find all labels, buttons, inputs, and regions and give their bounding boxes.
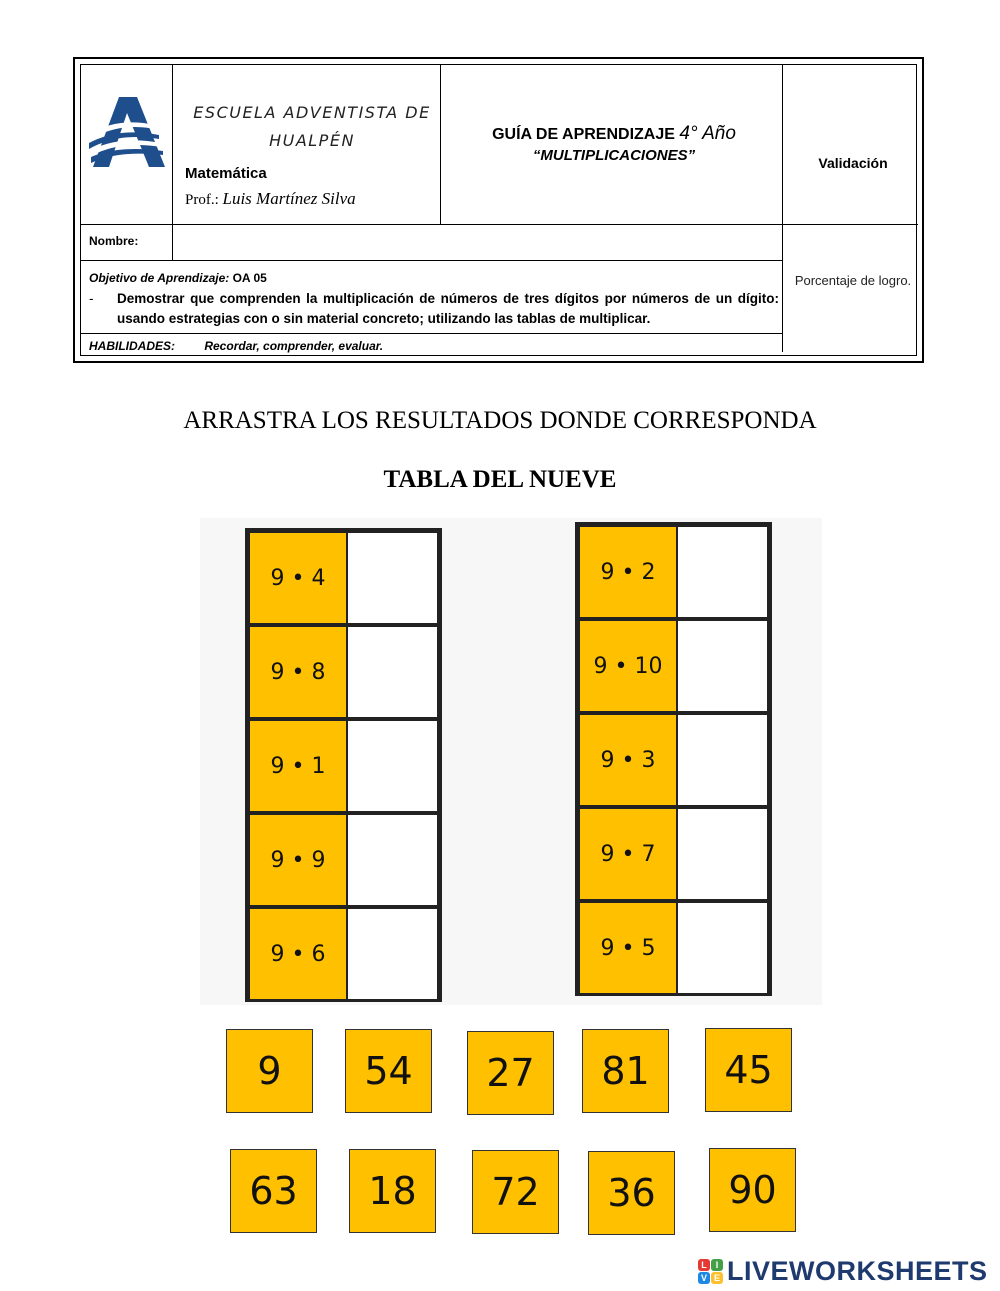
school-name-line2: HUALPÉN xyxy=(269,131,355,150)
objective-text: Demostrar que comprenden la multiplicación de números de tres dígitos por números de un dígito: usando estrategias con o sin material concreto; utilizando las tablas de multiplicar. xyxy=(117,291,779,326)
brand-mark-square: E xyxy=(711,1272,723,1284)
multiplication-prompt: 9 • 7 xyxy=(578,807,678,901)
grid-row xyxy=(578,901,769,995)
liveworksheets-brand xyxy=(698,1256,988,1287)
multiplication-prompt: 9 • 5 xyxy=(578,901,678,995)
grid-row xyxy=(578,713,769,807)
divider xyxy=(782,65,783,352)
validation-label: Validación xyxy=(818,155,888,171)
brand-mark-square: L xyxy=(698,1259,710,1271)
multiplication-prompt: 9 • 3 xyxy=(578,713,678,807)
grid-row xyxy=(248,813,439,907)
table-title: TABLA DEL NUEVE xyxy=(383,466,617,493)
answer-tile[interactable]: 81 xyxy=(582,1029,669,1113)
answer-drop-zone[interactable] xyxy=(678,525,769,619)
grid-row xyxy=(578,525,769,619)
answer-tile[interactable]: 72 xyxy=(472,1150,559,1234)
answer-drop-zone[interactable] xyxy=(348,907,439,1001)
guide-topic: “MULTIPLICACIONES” xyxy=(532,147,696,164)
divider xyxy=(81,333,782,334)
divider xyxy=(172,224,173,260)
answer-drop-zone[interactable] xyxy=(348,813,439,907)
answer-tile[interactable]: 90 xyxy=(709,1148,796,1232)
divider xyxy=(81,224,918,225)
grid-row xyxy=(248,907,439,1001)
teacher-label: Prof.: xyxy=(185,192,219,208)
answer-tile[interactable]: 27 xyxy=(467,1031,554,1115)
subject-label: Matemática xyxy=(185,165,267,182)
answer-drop-zone[interactable] xyxy=(348,625,439,719)
left-multiplication-grid xyxy=(245,528,442,1002)
guide-title xyxy=(443,123,785,164)
grid-row xyxy=(248,719,439,813)
guide-heading: GUÍA DE APRENDIZAJE xyxy=(492,126,675,143)
grid-row xyxy=(248,625,439,719)
answer-drop-zone[interactable] xyxy=(348,719,439,813)
multiplication-prompt: 9 • 10 xyxy=(578,619,678,713)
multiplication-prompt: 9 • 4 xyxy=(248,531,348,625)
brand-text: LIVEWORKSHEETS xyxy=(727,1256,988,1286)
learning-objective xyxy=(89,271,779,329)
answer-drop-zone[interactable] xyxy=(678,713,769,807)
objective-label: Objetivo de Aprendizaje: xyxy=(89,271,230,285)
divider xyxy=(172,65,173,224)
guide-grade: 4° Año xyxy=(679,123,736,144)
answer-tile[interactable]: 36 xyxy=(588,1151,675,1235)
school-name-line1: ESCUELA ADVENTISTA DE xyxy=(193,103,431,122)
achievement-percentage-label: Porcentaje de logro. xyxy=(794,273,912,288)
answer-tile[interactable]: 63 xyxy=(230,1149,317,1233)
school-logo-icon xyxy=(89,95,169,175)
brand-mark-square: I xyxy=(711,1259,723,1271)
objective-code: OA 05 xyxy=(232,271,267,285)
answer-drop-zone[interactable] xyxy=(678,619,769,713)
answer-drop-zone[interactable] xyxy=(348,531,439,625)
teacher xyxy=(185,189,356,209)
objective-bullet: - xyxy=(89,291,94,306)
school-name xyxy=(181,99,443,155)
answer-tile[interactable]: 54 xyxy=(345,1029,432,1113)
skills xyxy=(89,339,383,353)
multiplication-prompt: 9 • 1 xyxy=(248,719,348,813)
skills-value: Recordar, comprender, evaluar. xyxy=(204,339,384,353)
instruction-text: ARRASTRA LOS RESULTADOS DONDE CORRESPONDA xyxy=(183,407,817,434)
brand-mark-square: V xyxy=(698,1272,710,1284)
liveworksheets-logo-icon xyxy=(698,1259,723,1284)
multiplication-prompt: 9 • 8 xyxy=(248,625,348,719)
teacher-name: Luis Martínez Silva xyxy=(222,189,356,208)
answer-tile[interactable]: 18 xyxy=(349,1149,436,1233)
right-multiplication-grid xyxy=(575,522,772,996)
grid-row xyxy=(248,531,439,625)
multiplication-prompt: 9 • 9 xyxy=(248,813,348,907)
answer-tile[interactable]: 9 xyxy=(226,1029,313,1113)
name-label: Nombre: xyxy=(89,234,139,248)
grid-row xyxy=(578,807,769,901)
grid-row xyxy=(578,619,769,713)
multiplication-prompt: 9 • 2 xyxy=(578,525,678,619)
multiplication-prompt: 9 • 6 xyxy=(248,907,348,1001)
divider xyxy=(81,260,782,261)
header-inner-border xyxy=(80,64,917,356)
answer-tile[interactable]: 45 xyxy=(705,1028,792,1112)
skills-label: HABILIDADES: xyxy=(89,339,175,353)
header-table xyxy=(73,57,924,363)
answer-drop-zone[interactable] xyxy=(678,901,769,995)
answer-drop-zone[interactable] xyxy=(678,807,769,901)
